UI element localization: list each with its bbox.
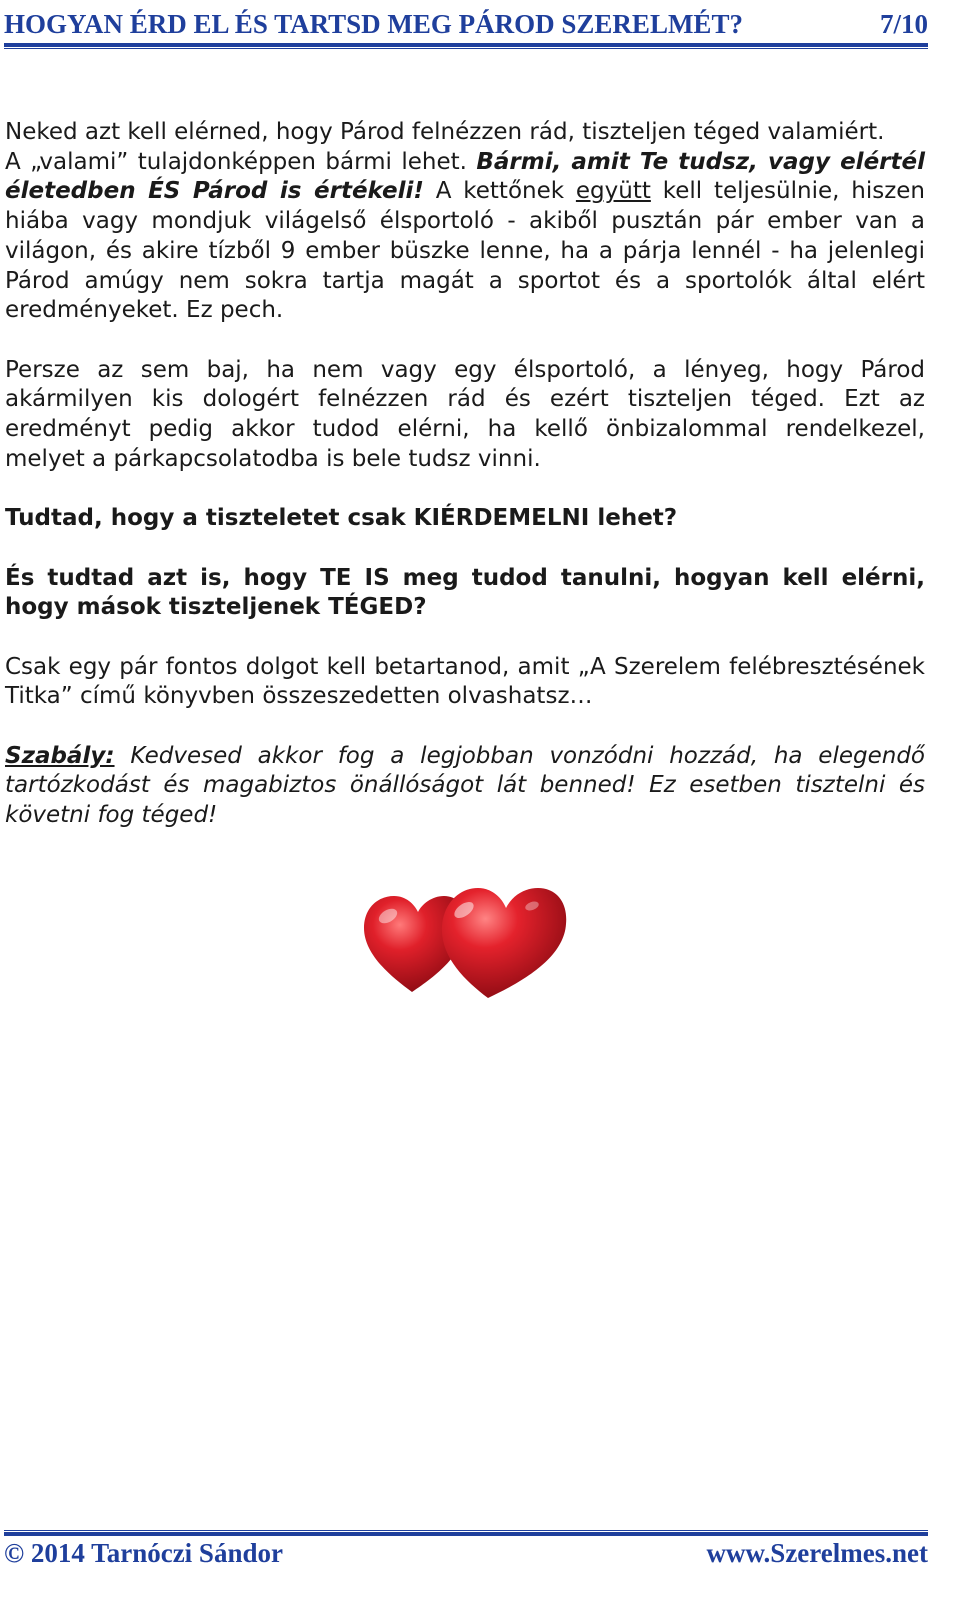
rule-text: Kedvesed akkor fog a legjobban vonzódni hozzád, ha elegendő tartózkodást és magabiztos önállóságot lát benned! Ez esetben tisztelni és követni fog téged! — [5, 742, 925, 829]
paragraph-self-confidence: Persze az sem baj, ha nem vagy egy élsportoló, a lényeg, hogy Párod akármilyen kis dologért felnézzen rád és ezért tiszteljen téged. Ezt az eredményt pedig akkor tudod elérni, ha kellő önbizalommal rendelkezel, melyet a párkapcsolatodba is bele tudsz vinni. — [5, 356, 925, 472]
page-number: 7/10 — [879, 9, 928, 39]
two-hearts-illustration — [360, 880, 570, 1010]
question-respect: Tudtad, hogy a tiszteletet csak KIÉRDEMELNI lehet? — [5, 505, 678, 532]
header-rule — [4, 43, 928, 49]
rule-paragraph — [5, 742, 925, 831]
emphasis-text: Bármi, amit Te tudsz, vagy elértél életedben ÉS Párod is értékeli! — [5, 148, 925, 205]
document-body — [5, 118, 925, 860]
paragraph-intro: A „valami” tulajdonképpen bármi lehet. Bármi, amit Te tudsz, vagy elértél életedben ÉS Párod is értékeli! A kettőnek együtt kell teljesülnie, hiszen hiába vagy mondjuk világelső élsportoló - akiből pusztán pár ember van a világon, és akire tízből 9 ember büszke lenne, ha a párja lennél - ha jelenlegi Párod amúgy nem sokra tartja magát a sportot és a sportolók által elért eredményeket. Ez pech. — [5, 148, 925, 324]
document-title: HOGYAN ÉRD EL ÉS TARTSD MEG PÁROD SZERELMÉT? — [4, 9, 743, 39]
paragraph-intro-line: Neked azt kell elérned, hogy Párod felnézzen rád, tiszteljen téged valamiért. — [5, 119, 885, 145]
paragraph-book-reference: Csak egy pár fontos dolgot kell betartanod, amit „A Szerelem felébresztésének Titka” című könyvben összeszedetten olvashatsz… — [5, 653, 925, 710]
rule-label: Szabály: — [5, 742, 115, 769]
page-header — [4, 0, 928, 40]
page-footer — [4, 1536, 928, 1570]
question-learn: És tudtad azt is, hogy TE IS meg tudod tanulni, hogyan kell elérni, hogy mások tiszteljenek TÉGED? — [5, 564, 925, 621]
copyright-text: © 2014 Tarnóczi Sándor — [4, 1537, 283, 1568]
website-link[interactable]: www.Szerelmes.net — [706, 1537, 928, 1568]
right-heart — [442, 888, 566, 998]
underlined-word: együtt — [575, 178, 651, 205]
